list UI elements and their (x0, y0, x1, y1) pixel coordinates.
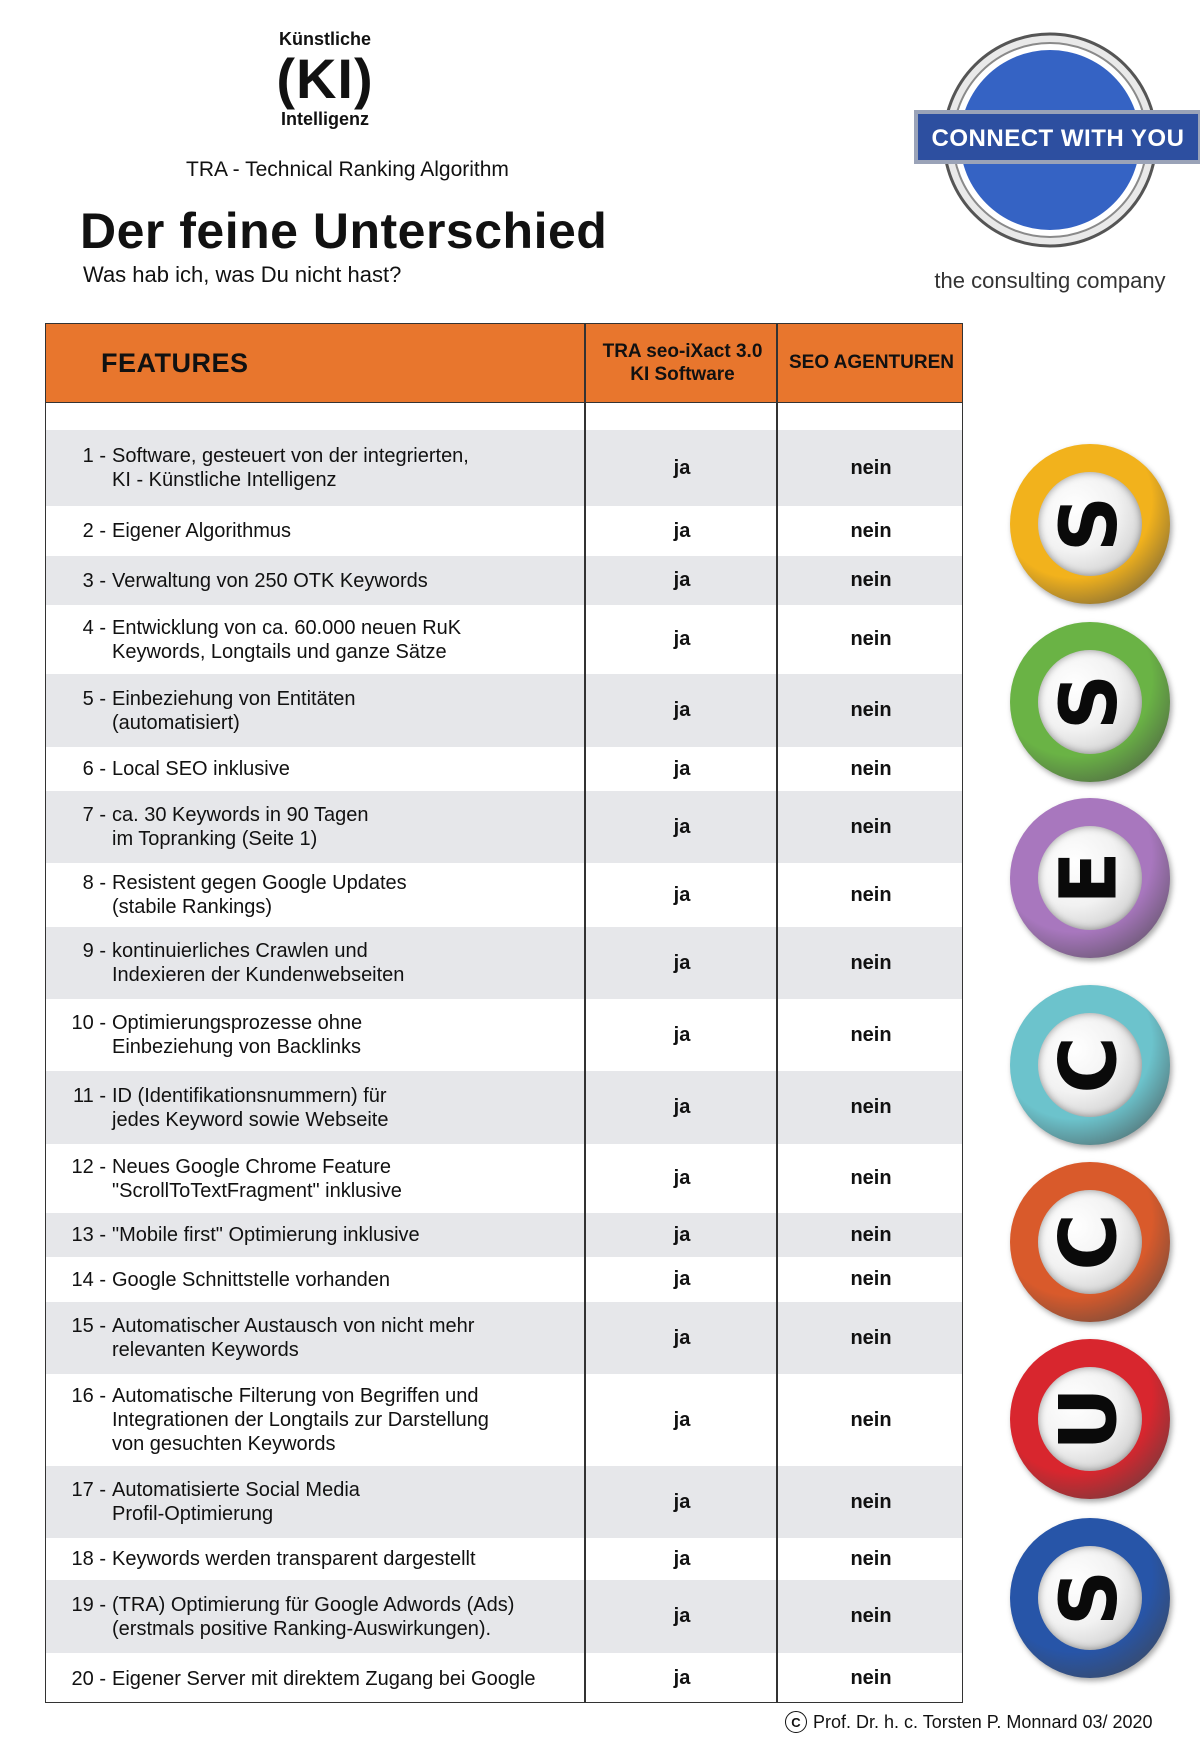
feature-text: (TRA) Optimierung für Google Adwords (Ads) (112, 1593, 515, 1616)
feature-number: 3 - (82, 569, 106, 592)
features-header: FEATURES (101, 347, 249, 378)
circle-inner (1038, 1546, 1142, 1650)
feature-text: Indexieren der Kundenwebseiten (112, 964, 405, 986)
ki-logo-block (250, 28, 400, 130)
seo-value: nein (850, 1167, 892, 1189)
table-row (46, 605, 962, 674)
table-row (46, 1580, 962, 1653)
feature-text: Neues Google Chrome Feature (112, 1155, 392, 1178)
feature-cell (46, 444, 584, 492)
seo-value: nein (850, 1408, 892, 1431)
tra-value: ja (673, 628, 691, 650)
feature-cell (46, 1384, 584, 1456)
feature-text: Local SEO inklusive (112, 758, 290, 780)
table-row (46, 791, 962, 863)
feature-text: Automatisierte Social Media (112, 1479, 360, 1501)
feature-text: Entwicklung von ca. 60.000 neuen RuK (112, 616, 462, 639)
feature-text: Software, gesteuert von der integrierten, (112, 445, 469, 467)
feature-number: 8 - (82, 872, 106, 894)
ki-top-label: Künstliche (278, 29, 371, 49)
feature-number: 6 - (82, 758, 106, 780)
feature-text: Profil-Optimierung (112, 1503, 274, 1525)
feature-number: 5 - (82, 687, 106, 710)
feature-cell (46, 803, 584, 851)
seo-value: nein (850, 757, 892, 780)
seo-value: nein (850, 569, 892, 591)
feature-cell (46, 871, 584, 919)
table-row (46, 674, 962, 747)
circle-letter: S (1045, 673, 1135, 731)
feature-text: Einbeziehung von Backlinks (112, 1036, 362, 1058)
table-row (46, 1302, 962, 1374)
feature-text: KI - Künstliche Intelligenz (112, 469, 337, 491)
feature-text: Einbeziehung von Entitäten (112, 687, 356, 710)
feature-cell (46, 1593, 584, 1641)
table-row (46, 1653, 962, 1704)
feature-cell (46, 939, 584, 987)
feature-cell (46, 1223, 584, 1247)
feature-cell (46, 1011, 584, 1059)
feature-cell (46, 519, 584, 543)
seo-value: nein (850, 951, 892, 974)
feature-number: 11 - (73, 1084, 106, 1107)
feature-cell (46, 687, 584, 735)
feature-text: im Topranking (Seite 1) (112, 828, 318, 850)
tra-value: ja (673, 757, 691, 780)
success-circle-7 (1010, 1518, 1170, 1678)
table-row (46, 430, 962, 506)
feature-text: relevanten Keywords (112, 1339, 299, 1361)
table-row (46, 1538, 962, 1580)
tra-value: ja (673, 1167, 691, 1189)
table-row (46, 1071, 962, 1144)
seo-value: nein (850, 1223, 892, 1246)
table-row (46, 506, 962, 556)
page-subtitle: Was hab ich, was Du nicht hast? (83, 262, 402, 287)
seo-value: nein (850, 628, 892, 650)
seo-value: nein (850, 1096, 892, 1118)
circle-letter: S (1045, 495, 1135, 553)
feature-text: Google Schnittstelle vorhanden (112, 1268, 390, 1291)
success-circle-3 (1010, 798, 1170, 958)
ki-bottom-label: Intelligenz (280, 109, 369, 129)
tra-value: ja (673, 1023, 691, 1046)
tra-value: ja (673, 951, 691, 974)
tra-value: ja (673, 1547, 691, 1570)
feature-number: 4 - (82, 616, 106, 639)
table-row (46, 1213, 962, 1257)
column-divider (584, 324, 586, 1702)
tra-value: ja (673, 1326, 691, 1349)
tra-value: ja (673, 569, 691, 591)
feature-number: 13 - (71, 1224, 106, 1246)
circle-inner (1038, 472, 1142, 576)
copyright-notice (785, 1711, 1153, 1733)
feature-cell (46, 1478, 584, 1526)
tra-value: ja (673, 1268, 691, 1290)
feature-cell (46, 616, 584, 664)
tra-value: ja (673, 1605, 691, 1627)
circle-inner (1038, 650, 1142, 754)
circle-letter: C (1045, 1036, 1135, 1094)
feature-text: Integrationen der Longtails zur Darstellung (112, 1409, 489, 1431)
table-row (46, 1466, 962, 1538)
feature-cell (46, 569, 584, 593)
circle-inner (1038, 1367, 1142, 1471)
feature-number: 9 - (82, 940, 106, 962)
table-row (46, 1374, 962, 1466)
success-circle-2 (1010, 622, 1170, 782)
seo-value: nein (850, 815, 892, 838)
feature-text: von gesuchten Keywords (112, 1433, 336, 1455)
feature-text: Keywords, Longtails und ganze Sätze (112, 640, 447, 663)
feature-number: 12 - (71, 1155, 106, 1178)
tra-value: ja (673, 1223, 691, 1246)
seo-value: nein (850, 1547, 892, 1570)
feature-text: ID (Identifikationsnummern) für (112, 1084, 387, 1107)
ki-abbreviation: (KI) (276, 47, 374, 110)
feature-number: 14 - (71, 1268, 106, 1291)
tra-value: ja (673, 815, 691, 838)
feature-number: 20 - (71, 1667, 106, 1690)
table-row (46, 747, 962, 791)
table-row (46, 999, 962, 1071)
tra-header-line2: KI Software (630, 364, 735, 385)
feature-text: (automatisiert) (112, 711, 240, 734)
seo-value: nein (850, 1326, 892, 1349)
seo-agencies-header: SEO AGENTUREN (788, 352, 955, 373)
seo-value: nein (850, 1023, 892, 1046)
seo-value: nein (850, 1605, 892, 1627)
feature-text: Automatischer Austausch von nicht mehr (112, 1315, 475, 1337)
feature-number: 15 - (71, 1315, 106, 1337)
logo-banner-text: CONNECT WITH YOU (931, 125, 1185, 152)
feature-cell (46, 1268, 584, 1292)
feature-text: "Mobile first" Optimierung inklusive (112, 1224, 420, 1246)
table-header (46, 324, 962, 403)
circle-inner (1038, 1190, 1142, 1294)
feature-text: Resistent gegen Google Updates (112, 872, 407, 894)
tra-value: ja (673, 1490, 691, 1513)
success-circle-6 (1010, 1339, 1170, 1499)
feature-cell (46, 1667, 584, 1691)
circle-letter: U (1045, 1387, 1135, 1451)
tra-value: ja (673, 883, 691, 906)
feature-number: 18 - (71, 1548, 106, 1570)
seo-value: nein (850, 456, 892, 479)
feature-cell (46, 1155, 584, 1203)
circle-letter: S (1045, 1569, 1135, 1627)
feature-text: Verwaltung von 250 OTK Keywords (112, 569, 428, 592)
feature-number: 1 - (82, 445, 106, 467)
feature-cell (46, 757, 584, 781)
feature-text: Eigener Server mit direktem Zugang bei Google (112, 1667, 536, 1690)
feature-cell (46, 1314, 584, 1362)
table-row (46, 556, 962, 605)
table-row (46, 1257, 962, 1302)
table-row (46, 927, 962, 999)
feature-text: Automatische Filterung von Begriffen und (112, 1385, 479, 1407)
tra-value: ja (673, 1667, 691, 1689)
success-circle-4 (1010, 985, 1170, 1145)
feature-text: ca. 30 Keywords in 90 Tagen (112, 804, 369, 826)
feature-number: 2 - (82, 520, 106, 542)
logo-tagline: the consulting company (934, 268, 1166, 293)
feature-number: 19 - (71, 1593, 106, 1616)
feature-cell (46, 1084, 584, 1132)
feature-text: Keywords werden transparent dargestellt (112, 1548, 476, 1570)
success-circle-1 (1010, 444, 1170, 604)
copyright-text: Prof. Dr. h. c. Torsten P. Monnard 03/ 2020 (813, 1711, 1153, 1732)
feature-number: 7 - (82, 804, 106, 826)
feature-number: 16 - (71, 1385, 106, 1407)
seo-value: nein (850, 1667, 892, 1689)
feature-text: jedes Keyword sowie Webseite (112, 1108, 389, 1131)
feature-text: "ScrollToTextFragment" inklusive (112, 1179, 402, 1202)
tra-value: ja (673, 1408, 691, 1431)
column-divider (776, 324, 778, 1702)
page-title: Der feine Unterschied (80, 203, 608, 259)
feature-cell (46, 1547, 584, 1571)
success-circle-5 (1010, 1162, 1170, 1322)
table-row (46, 1144, 962, 1213)
feature-text: Optimierungsprozesse ohne (112, 1012, 363, 1034)
tra-value: ja (673, 519, 691, 542)
feature-text: (stabile Rankings) (112, 896, 273, 918)
seo-value: nein (850, 519, 892, 542)
circle-inner (1038, 826, 1142, 930)
feature-text: Eigener Algorithmus (112, 520, 291, 542)
tra-value: ja (673, 699, 691, 721)
copyright-icon: C (785, 1711, 807, 1733)
tra-value: ja (673, 1096, 691, 1118)
connect-with-you-logo (908, 30, 1200, 270)
seo-value: nein (850, 1268, 892, 1290)
tra-software-header (586, 324, 779, 402)
seo-value: nein (850, 883, 892, 906)
tra-value: ja (673, 456, 691, 479)
feature-number: 10 - (71, 1012, 106, 1034)
circle-letter: E (1044, 851, 1135, 905)
table-row (46, 863, 962, 927)
circle-inner (1038, 1013, 1142, 1117)
seo-value: nein (850, 1490, 892, 1513)
features-comparison-table (45, 323, 963, 1703)
circle-letter: C (1045, 1213, 1135, 1271)
tra-subheading: TRA - Technical Ranking Algorithm (186, 158, 509, 181)
feature-text: kontinuierliches Crawlen und (112, 940, 368, 962)
seo-value: nein (850, 699, 892, 721)
feature-text: (erstmals positive Ranking-Auswirkungen). (112, 1617, 492, 1640)
tra-header-line1: TRA seo-iXact 3.0 (602, 341, 763, 362)
feature-number: 17 - (71, 1479, 106, 1501)
